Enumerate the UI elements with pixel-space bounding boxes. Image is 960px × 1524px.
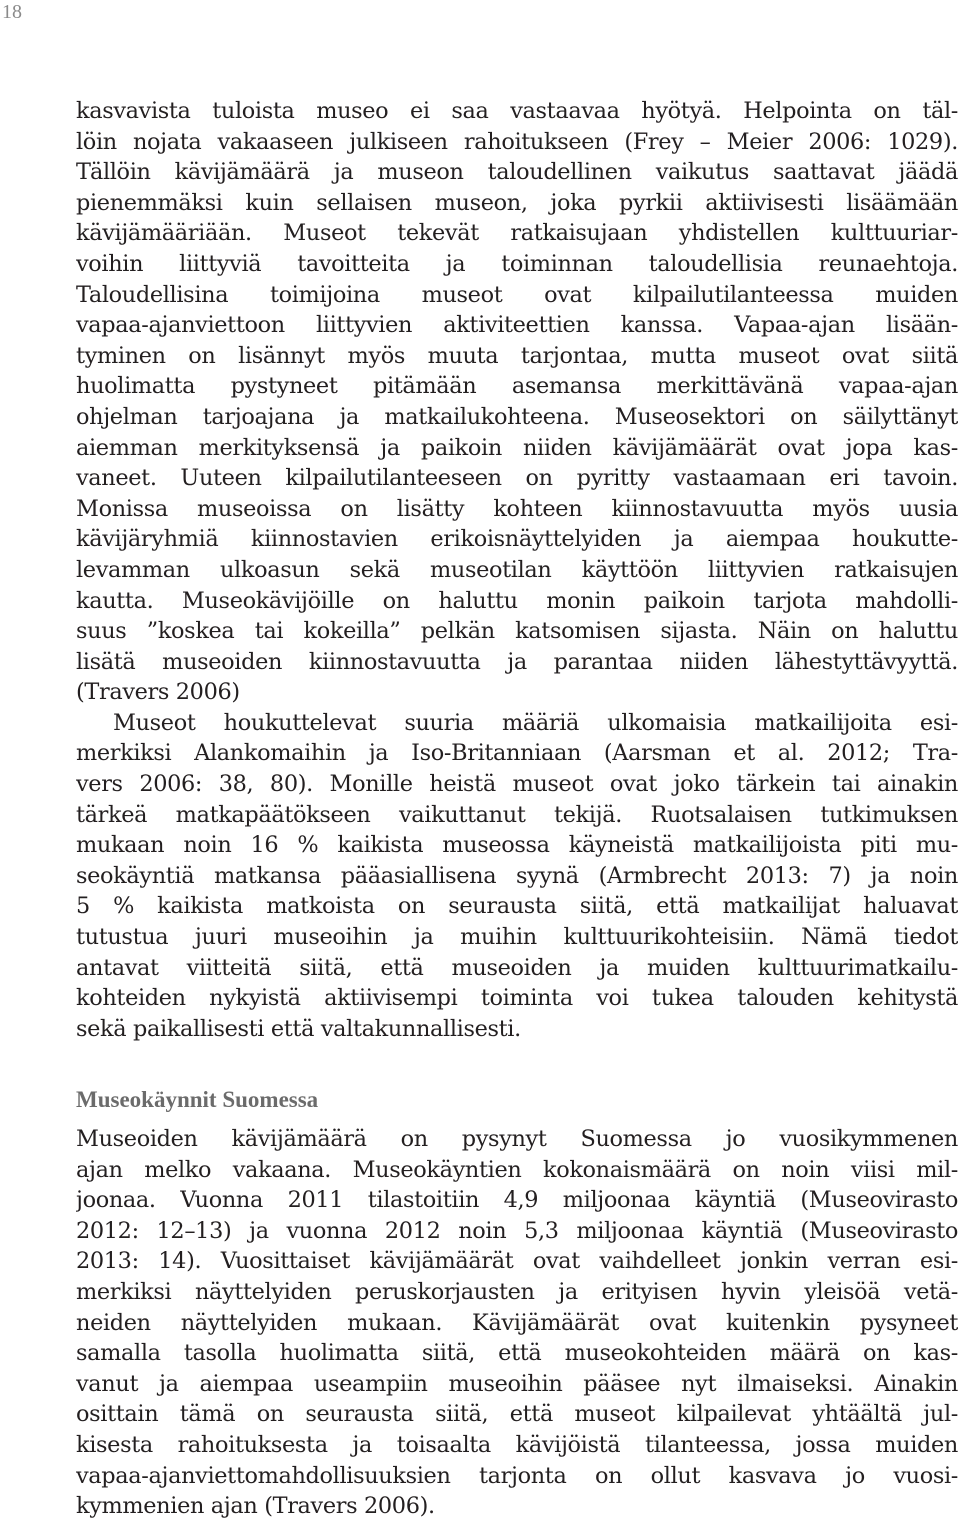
- body-text: [76, 96, 958, 1044]
- text-line: vanut ja aiempaa useampiin museoihin pääsee nyt ilmaiseksi. Ainakin: [76, 1370, 958, 1397]
- text-line: kohteiden nykyistä aktiivisempi toiminta voi tukea talouden kehitystä: [76, 985, 958, 1012]
- text-line: seokäyntiä matkansa pääasiallisena syynä (Armbrecht 2013: 7) ja noin: [76, 862, 958, 889]
- text-line: merkiksi näyttelyiden peruskorjausten ja erityisen hyvin yleisöä vetä-: [76, 1278, 958, 1305]
- text-line: mukaan noin 16 % kaikista museossa käyneistä matkailijoista piti mu-: [76, 832, 958, 859]
- section-text: [76, 1124, 958, 1522]
- text-line: joonaa. Vuonna 2011 tilastoitiin 4,9 miljoonaa käyntiä (Museovirasto: [76, 1187, 958, 1214]
- text-line: lisätä museoiden kiinnostavuutta ja parantaa niiden lähestyttävyyttä.: [76, 648, 958, 675]
- text-line: Taloudellisina toimijoina museot ovat kilpailutilanteessa muiden: [76, 281, 958, 308]
- text-line: vers 2006: 38, 80). Monille heistä museot ovat joko tärkein tai ainakin: [76, 771, 958, 798]
- text-line: Museot houkuttelevat suuria määriä ulkomaisia matkailijoita esi-: [113, 709, 958, 736]
- text-line: suus ”koskea tai kokeilla” pelkän katsomisen sijasta. Näin on haluttu: [76, 618, 958, 645]
- text-line: merkiksi Alankomaihin ja Iso-Britanniaan (Aarsman et al. 2012; Tra-: [76, 740, 958, 767]
- page-number: 18: [2, 1, 22, 23]
- text-line: 5 % kaikista matkoista on seurausta siitä, että matkailijat haluavat: [76, 893, 958, 920]
- text-line: vapaa-ajanviettoon liittyvien aktiviteettien kanssa. Vapaa-ajan lisään-: [76, 312, 958, 339]
- text-line: sekä paikallisesti että valtakunnallisesti.: [76, 1015, 521, 1042]
- text-line: aiemman merkityksensä ja paikoin niiden kävijämäärät ovat jopa kas-: [76, 434, 958, 461]
- text-line: kymmenien ajan (Travers 2006).: [76, 1493, 435, 1520]
- text-line: Monissa museoissa on lisätty kohteen kiinnostavuutta myös uusia: [76, 495, 958, 522]
- text-line: (Travers 2006): [76, 679, 240, 706]
- text-line: pienemmäksi kuin sellaisen museon, joka pyrkii aktiivisesti lisäämään: [76, 189, 958, 216]
- text-line: tyminen on lisännyt myös muuta tarjontaa, mutta museot ovat siitä: [76, 342, 958, 369]
- text-line: vaneet. Uuteen kilpailutilanteeseen on pyritty vastaamaan eri tavoin.: [76, 465, 958, 492]
- text-line: huolimatta pystyneet pitämään asemansa merkittävänä vapaa-ajan: [76, 373, 958, 400]
- text-line: kävijämääriään. Museot tekevät ratkaisujaan yhdistellen kulttuuriar-: [76, 220, 958, 247]
- text-line: tärkeä matkapäätökseen vaikuttanut tekijä. Ruotsalaisen tutkimuksen: [76, 801, 958, 828]
- text-line: tutustua juuri museoihin ja muihin kulttuurikohteisiin. Nämä tiedot: [76, 924, 958, 951]
- text-line: kisesta rahoituksesta ja toisaalta kävijöistä tilanteessa, jossa muiden: [76, 1431, 958, 1458]
- text-line: ohjelman tarjoajana ja matkailukohteena. Museosektori on säilyttänyt: [76, 403, 958, 430]
- text-line: osittain tämä on seurausta siitä, että museot kilpailevat yhtäältä jul-: [76, 1401, 958, 1428]
- text-line: kautta. Museokävijöille on haluttu monin paikoin tarjota mahdolli-: [76, 587, 958, 614]
- text-line: 2013: 14). Vuosittaiset kävijämäärät ovat vaihdelleet jonkin verran esi-: [76, 1248, 958, 1275]
- text-line: Tällöin kävijämäärä ja museon taloudellinen vaikutus saattavat jäädä: [76, 159, 958, 186]
- text-line: voihin liittyviä tavoitteita ja toiminnan taloudellisia reunaehtoja.: [76, 250, 958, 277]
- text-line: vapaa-ajanviettomahdollisuuksien tarjonta on ollut kasvava jo vuosi-: [76, 1462, 958, 1489]
- text-line: kasvavista tuloista museo ei saa vastaavaa hyötyä. Helpointa on täl-: [76, 98, 958, 124]
- text-line: 2012: 12–13) ja vuonna 2012 noin 5,3 miljoonaa käyntiä (Museovirasto: [76, 1217, 958, 1244]
- section-heading: Museokäynnit Suomessa: [76, 1087, 319, 1112]
- text-line: antavat viitteitä siitä, että museoiden ja muiden kulttuurimatkailu-: [76, 954, 958, 981]
- text-line: samalla tasolla huolimatta siitä, että museokohteiden määrä on kas-: [76, 1340, 958, 1367]
- text-line: ajan melko vakaana. Museokäyntien kokonaismäärä on noin viisi mil-: [76, 1156, 958, 1183]
- text-line: Museoiden kävijämäärä on pysynyt Suomessa jo vuosikymmenen: [76, 1126, 958, 1152]
- text-line: löin nojata vakaaseen julkiseen rahoitukseen (Frey – Meier 2006: 1029).: [76, 128, 958, 155]
- text-line: levamman ulkoasun sekä museotilan käyttöön liittyvien ratkaisujen: [76, 556, 958, 583]
- text-line: kävijäryhmiä kiinnostavien erikoisnäyttelyiden ja aiempaa houkutte-: [76, 526, 958, 553]
- text-line: neiden näyttelyiden mukaan. Kävijämäärät ovat kuitenkin pysyneet: [76, 1309, 958, 1336]
